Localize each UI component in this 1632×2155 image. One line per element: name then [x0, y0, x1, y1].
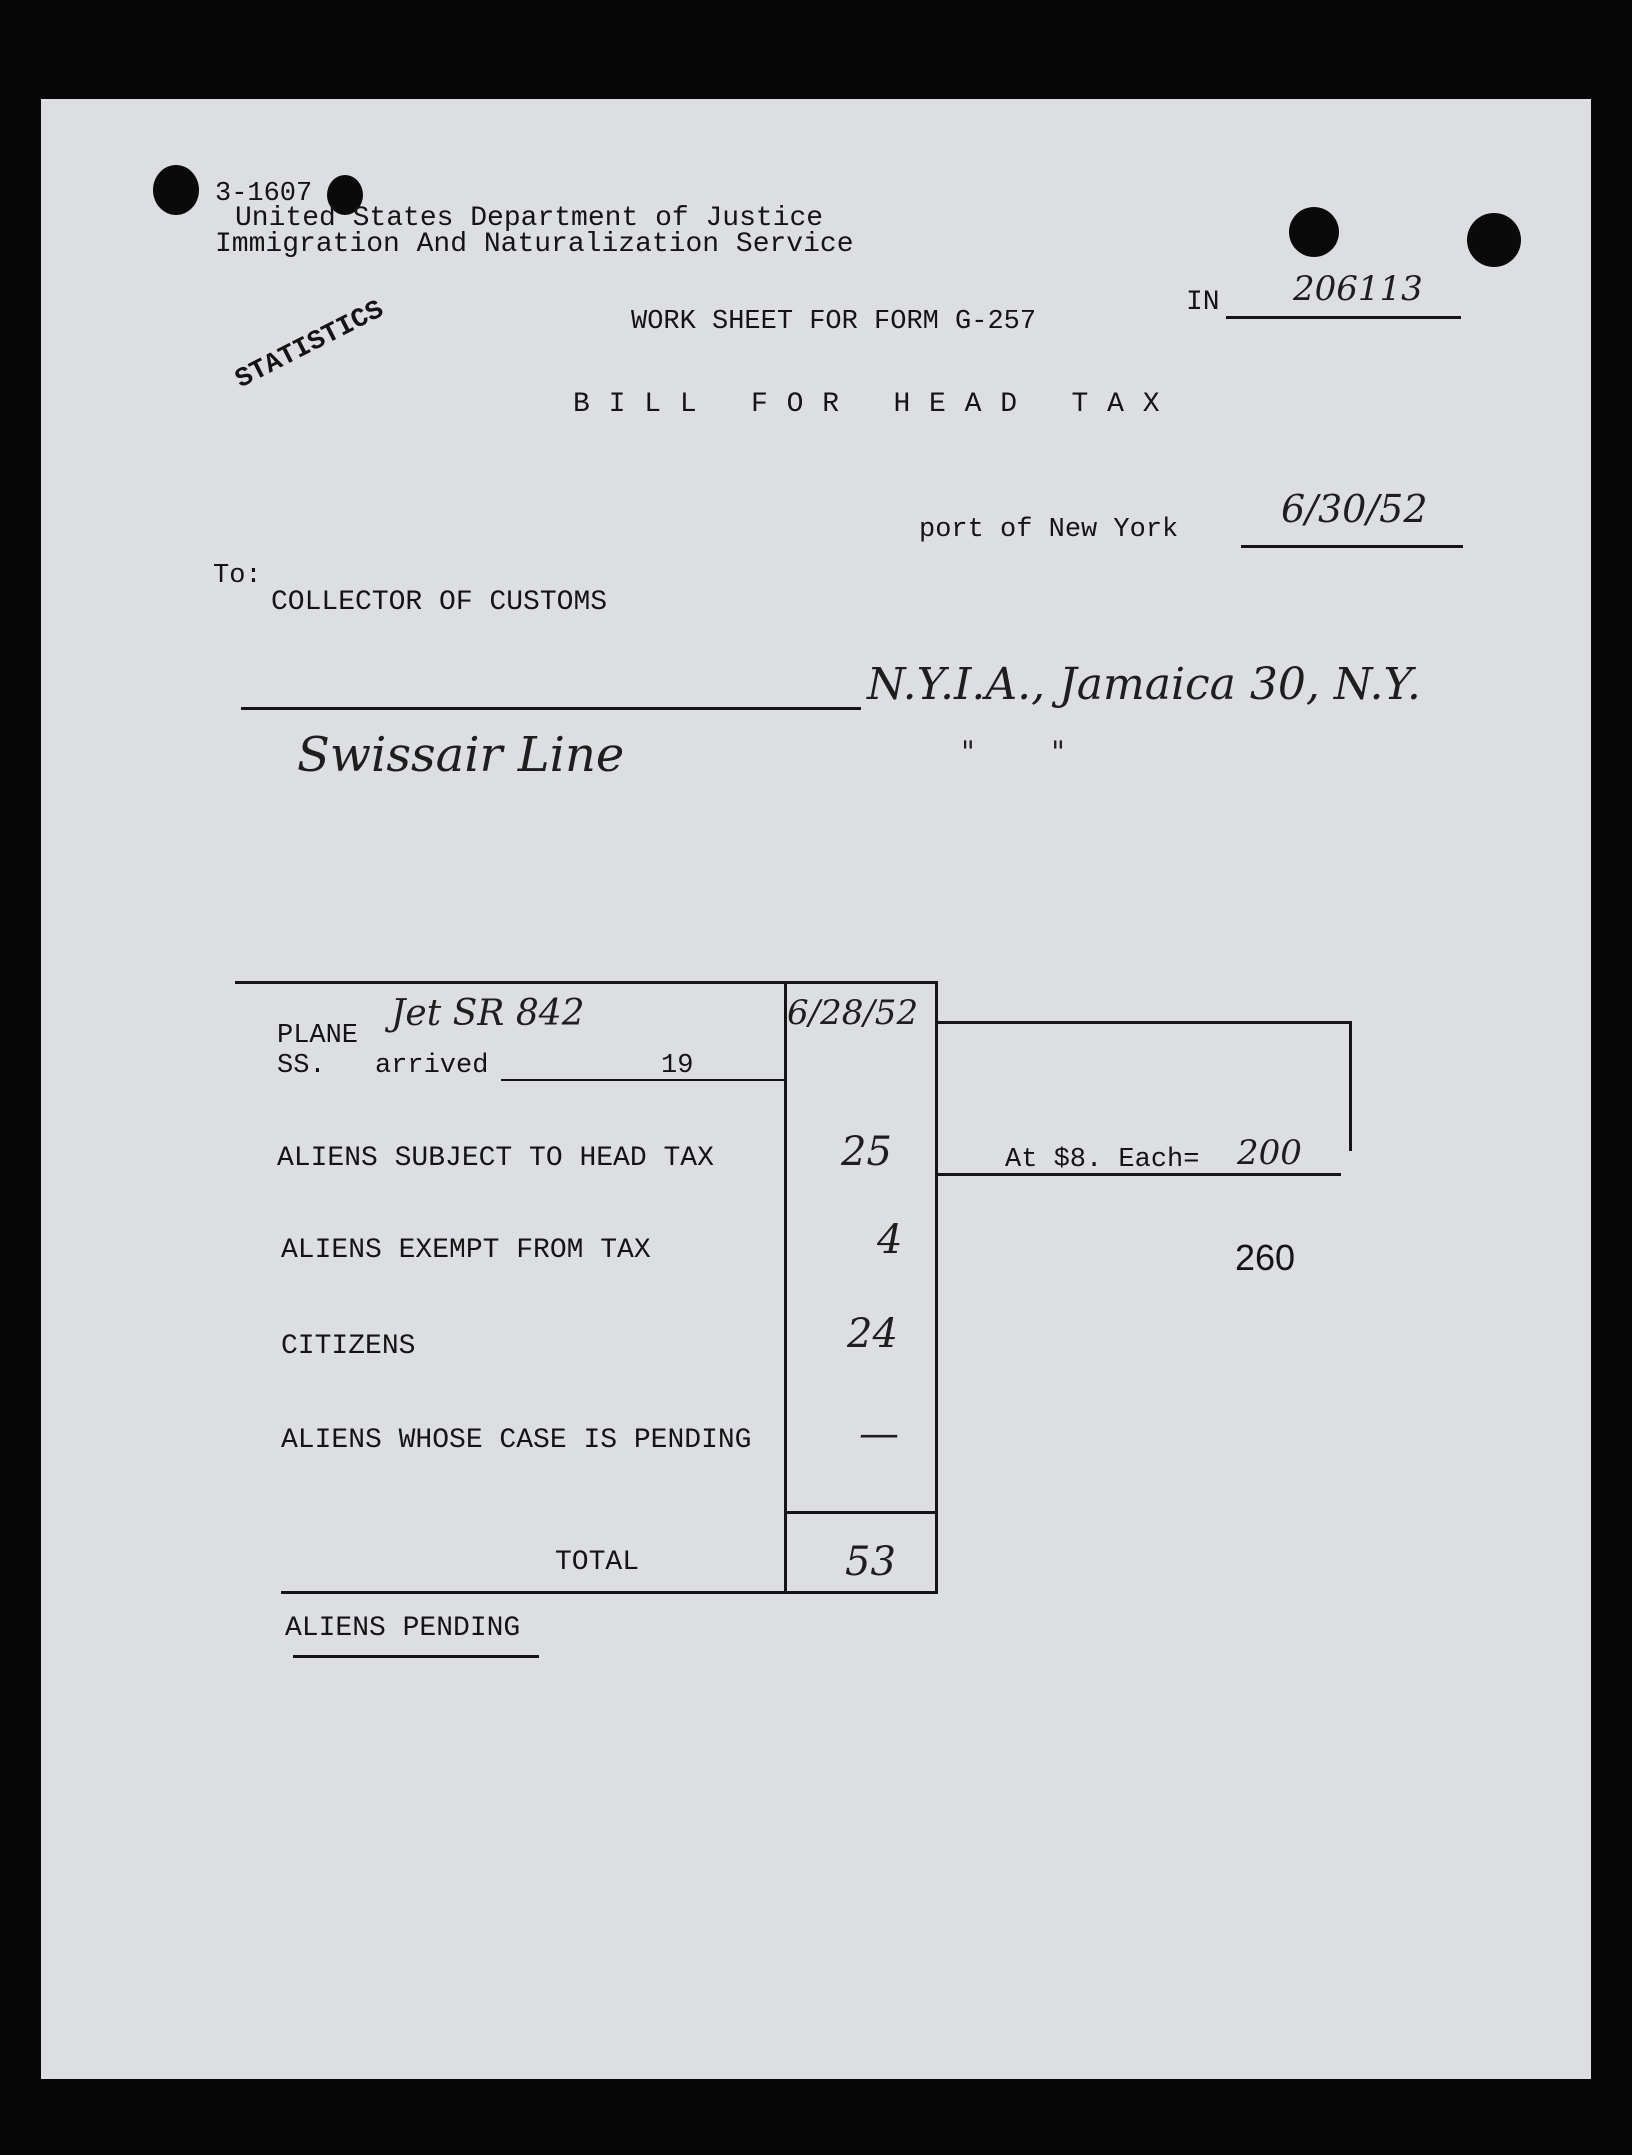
punch-hole: [153, 165, 199, 215]
address-underline: [241, 707, 861, 710]
table-top-border: [235, 981, 937, 984]
to-label: To:: [213, 561, 262, 591]
rate-amount: 200: [1237, 1133, 1302, 1173]
aliens-pending-underline: [293, 1655, 539, 1658]
row-label-citizens: CITIZENS: [281, 1331, 416, 1362]
column-left-border: [784, 981, 787, 1593]
row-value-subject: 25: [841, 1129, 892, 1175]
row-label-exempt: ALIENS EXEMPT FROM TAX: [281, 1235, 651, 1266]
year-prefix: 19: [661, 1051, 694, 1081]
carrier-name: Swissair Line: [297, 727, 625, 783]
punch-hole: [1289, 207, 1339, 257]
column-right-border: [935, 981, 938, 1593]
total-separator: [784, 1511, 938, 1514]
row-value-citizens: 24: [847, 1311, 898, 1357]
plane-value: Jet SR 842: [391, 993, 585, 1034]
rate-label: At $8. Each=: [1005, 1145, 1200, 1175]
punch-hole: [1467, 213, 1521, 267]
service-line: Immigration And Naturalization Service: [215, 229, 854, 260]
rate-box-top: [937, 1021, 1351, 1024]
bill-title: B I L L F O R H E A D T A X: [573, 389, 1161, 420]
in-number: 206113: [1293, 269, 1423, 309]
in-number-underline: [1226, 316, 1461, 319]
document-page: [41, 99, 1591, 2079]
total-value: 53: [845, 1539, 896, 1585]
ss-label: SS.: [277, 1051, 326, 1081]
form-number: 3-1607: [215, 179, 313, 209]
row-label-pending: ALIENS WHOSE CASE IS PENDING: [281, 1425, 752, 1456]
ditto-marks: " ": [961, 735, 1065, 770]
arrival-date: 6/28/52: [787, 993, 919, 1033]
row-value-pending: —: [859, 1411, 899, 1457]
arrived-label: arrived: [375, 1051, 489, 1081]
arrived-underline: [501, 1079, 787, 1081]
addressee: COLLECTOR OF CUSTOMS: [271, 587, 608, 618]
statistics-stamp: STATISTICS: [231, 295, 389, 396]
row-value-exempt: 4: [877, 1217, 903, 1263]
port-label: port of New York: [919, 515, 1179, 545]
plane-label: PLANE: [277, 1021, 359, 1051]
table-bottom-border: [281, 1591, 938, 1594]
row-label-subject: ALIENS SUBJECT TO HEAD TAX: [277, 1143, 714, 1174]
port-date: 6/30/52: [1281, 487, 1428, 531]
department-line: United States Department of Justice: [235, 203, 824, 234]
rate-box-right: [1349, 1021, 1352, 1151]
port-date-underline: [1241, 545, 1463, 548]
aliens-pending-label: ALIENS PENDING: [285, 1613, 521, 1644]
in-label: IN: [1186, 287, 1220, 318]
location: N.Y.I.A., Jamaica 30, N.Y.: [867, 659, 1421, 710]
work-sheet-title: WORK SHEET FOR FORM G-257: [631, 307, 1037, 337]
total-label: TOTAL: [555, 1547, 640, 1578]
side-note: 260: [1235, 1237, 1296, 1278]
